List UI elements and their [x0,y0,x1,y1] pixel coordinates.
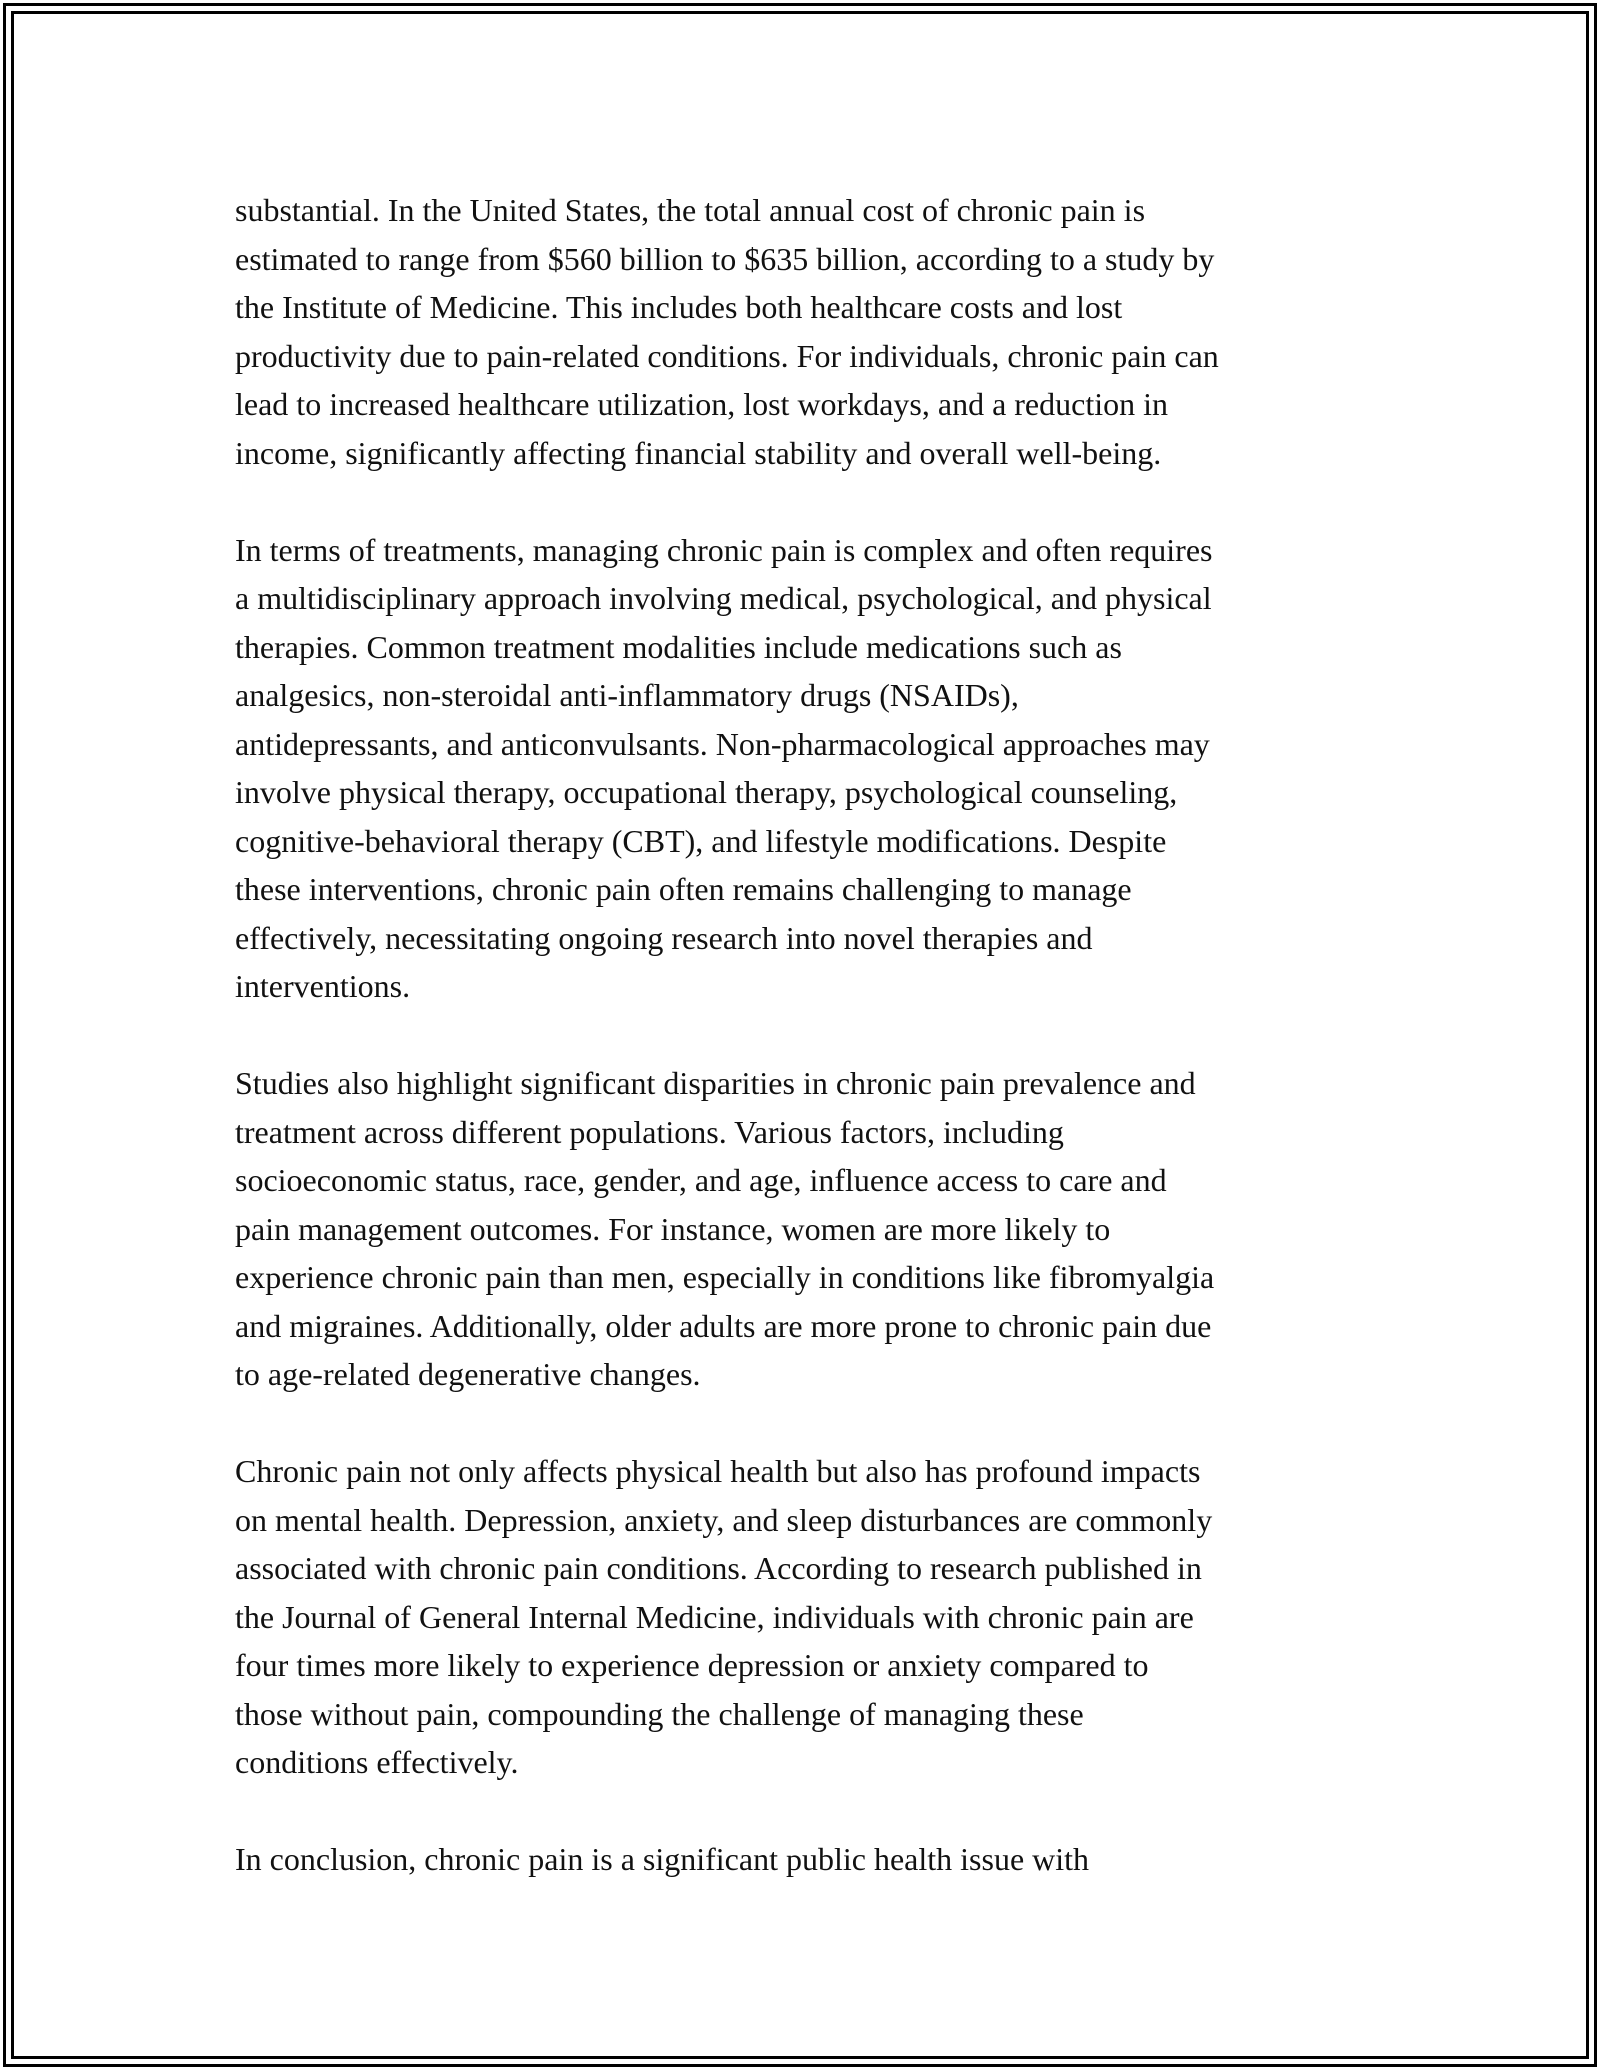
paragraph-disparities: Studies also highlight significant disparities in chronic pain prevalence and treatment across different populations. Various factors, including socioeconomic status, race, gender, and age, influence access to care and pain management outcomes. For instance, women are more likely to experience chronic pain than men, especially in conditions like fibromyalgia and migraines. Additionally, older adults are more prone to chronic pain due to age-related degenerative changes. [235,1065,1215,1392]
paragraph-conclusion: In conclusion, chronic pain is a significant public health issue with [235,1841,1090,1877]
document-body [235,186,1385,1932]
paragraph-mental-health: Chronic pain not only affects physical health but also has profound impacts on mental health. Depression, anxiety, and sleep disturbances are commonly associated with chronic pain conditions. According to research published in the Journal of General Internal Medicine, individuals with chronic pain are four times more likely to experience depression or anxiety compared to those without pain, compounding the challenge of managing these conditions effectively. [235,1453,1213,1780]
paragraph-economic-cost: substantial. In the United States, the total annual cost of chronic pain is estimated to range from $560 billion to $635 billion, according to a study by the Institute of Medicine. This includes both healthcare costs and lost productivity due to pain-related conditions. For individuals, chronic pain can lead to increased healthcare utilization, lost workdays, and a reduction in income, significantly affecting financial stability and overall well-being. [235,192,1219,471]
paragraph-treatments: In terms of treatments, managing chronic pain is complex and often requires a multidisciplinary approach involving medical, psychological, and physical therapies. Common treatment modalities include medications such as analgesics, non-steroidal anti-inflammatory drugs (NSAIDs), antidepressants, and anticonvulsants. Non-pharmacological approaches may involve physical therapy, occupational therapy, psychological counseling, cognitive-behavioral therapy (CBT), and lifestyle modifications. Despite these interventions, chronic pain often remains challenging to manage effectively, necessitating ongoing research into novel therapies and interventions. [235,531,1213,1004]
